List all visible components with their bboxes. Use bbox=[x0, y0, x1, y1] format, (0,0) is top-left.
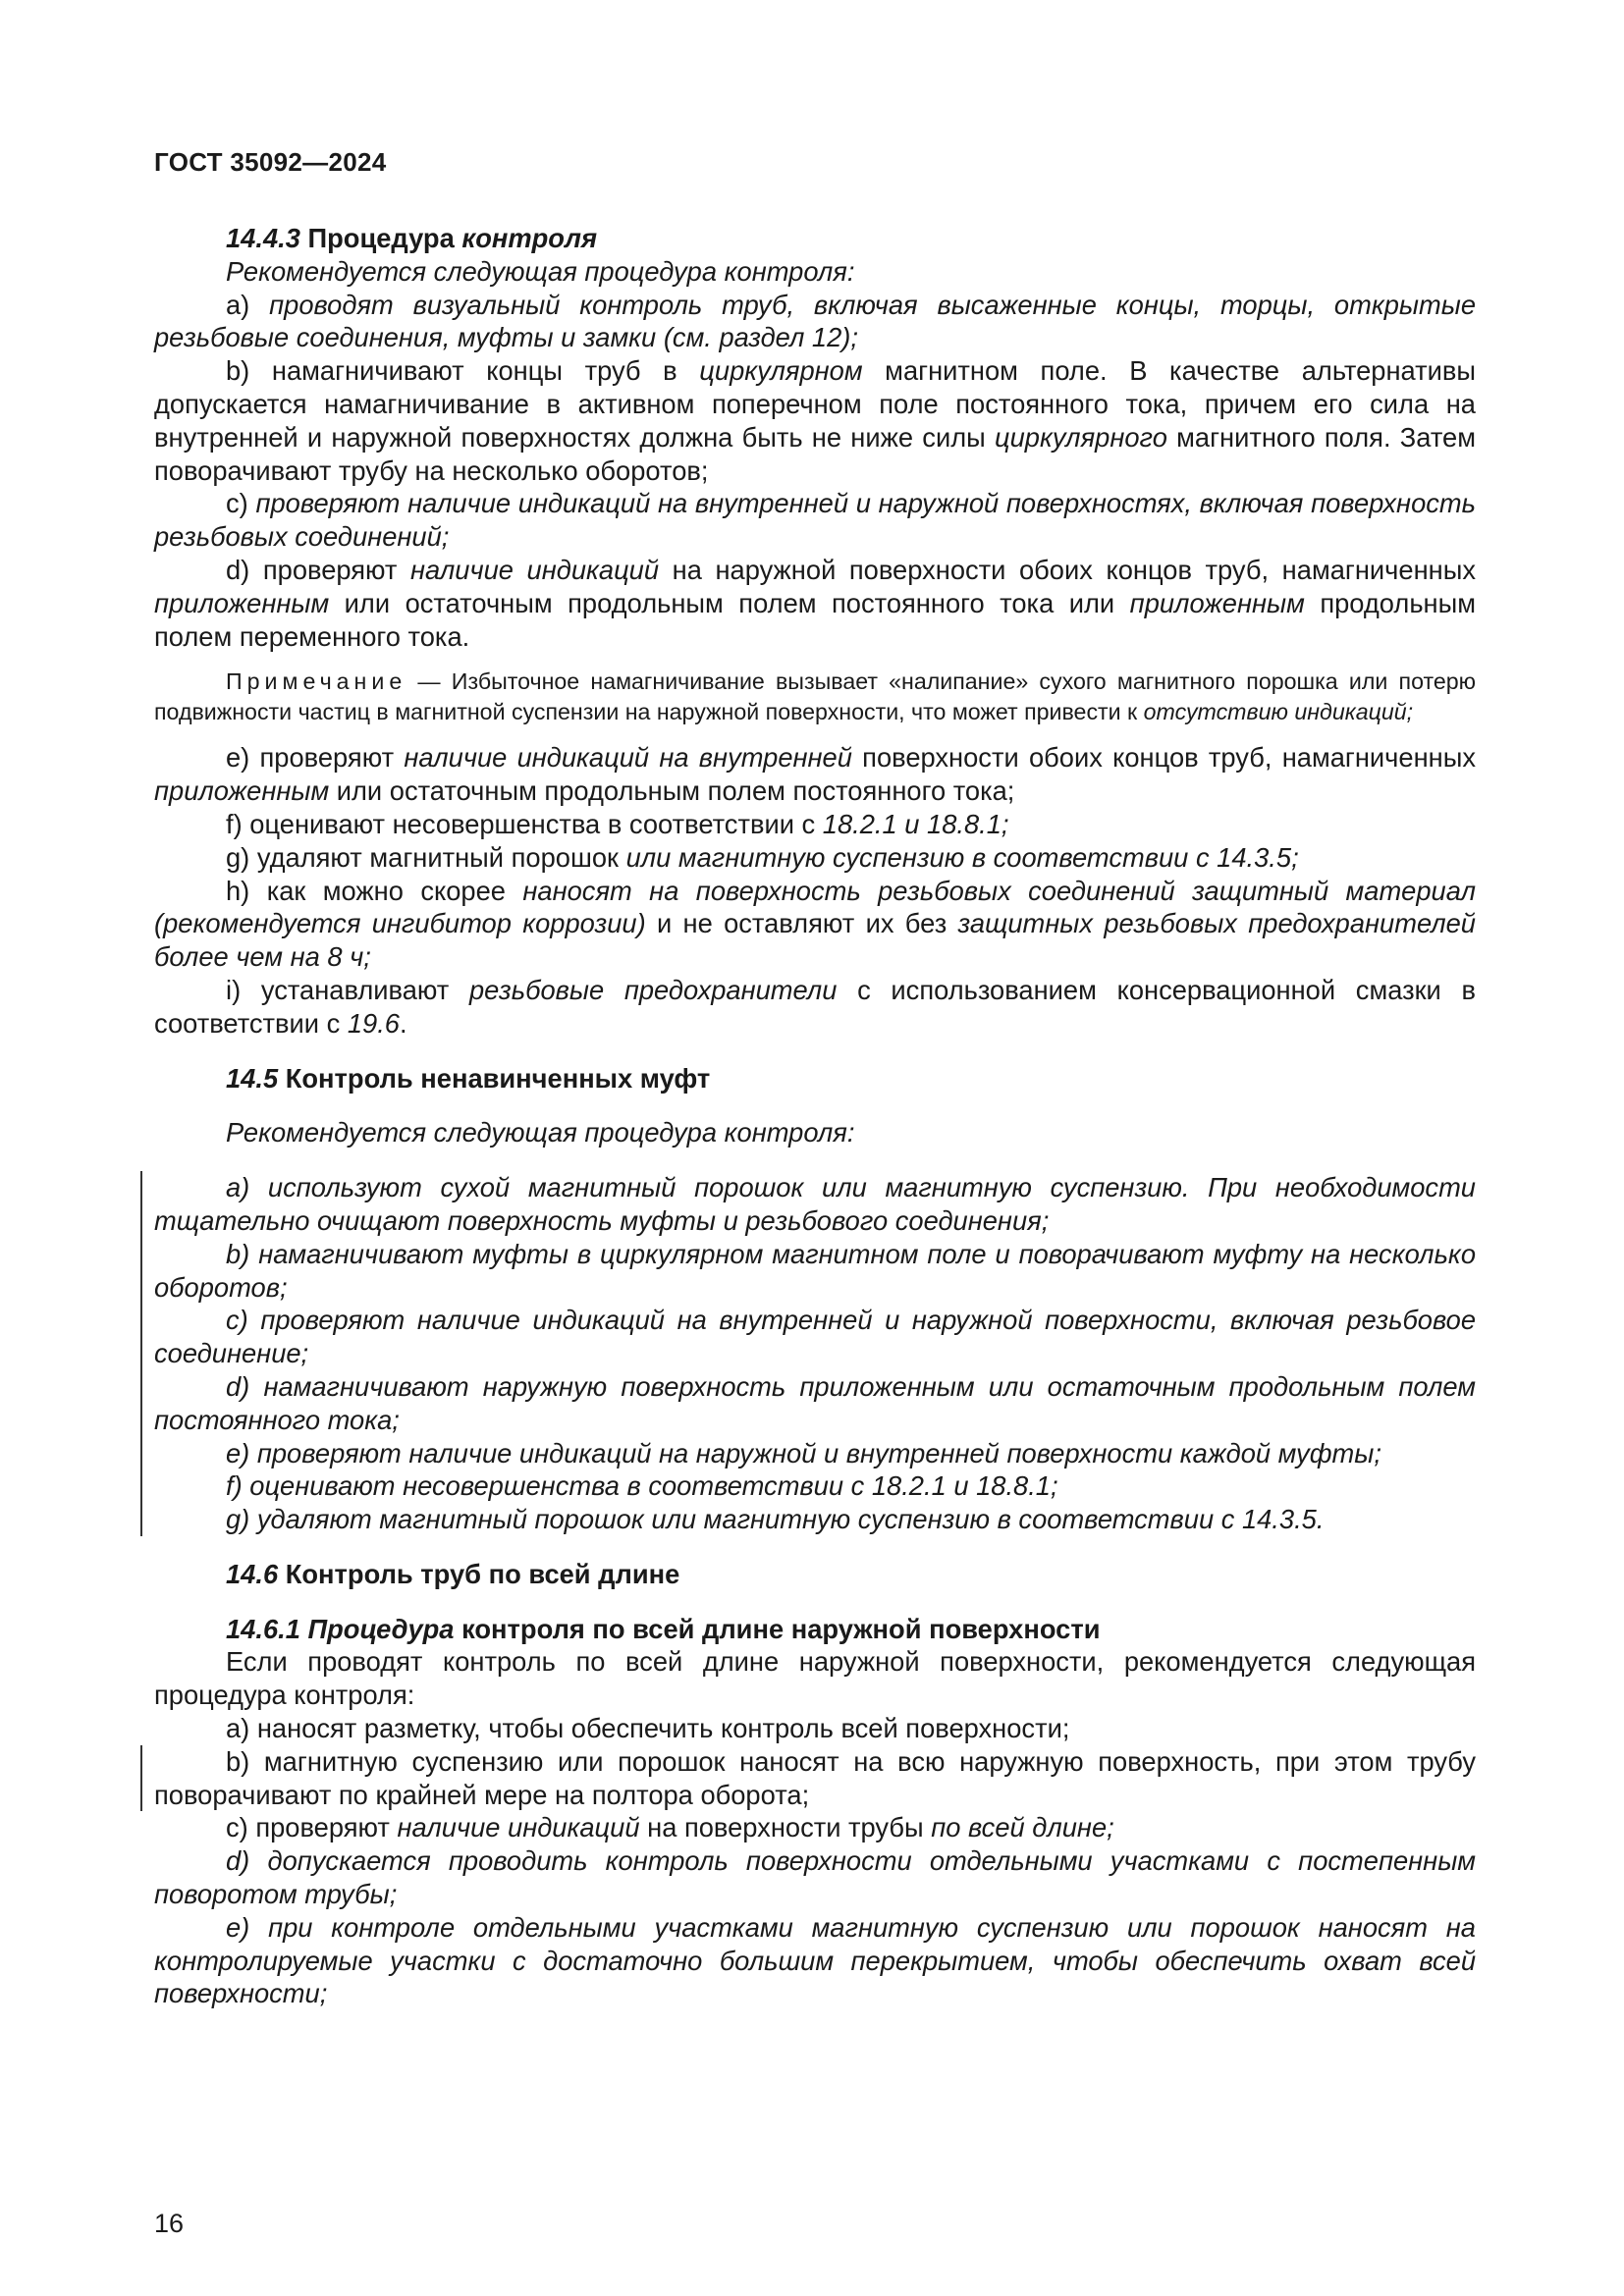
list-item-a: а) проводят визуальный контроль труб, включая высаженные концы, торцы, открытые резьбовые соединения, муфты и замки (см. раздел 12); bbox=[154, 289, 1476, 353]
change-bar-block bbox=[140, 1171, 1476, 1536]
list-item-a: а) наносят разметку, чтобы обеспечить контроль всей поверхности; bbox=[226, 1713, 1070, 1744]
document-header: ГОСТ 35092—2024 bbox=[154, 147, 387, 177]
list-item-c: с) проверяют наличие индикаций на поверхности трубы по всей длине; bbox=[226, 1812, 1114, 1843]
document-body bbox=[154, 222, 1476, 2010]
section-heading-14-6-1: 14.6.1 Процедура контроля по всей длине наружной поверхности bbox=[226, 1613, 1101, 1644]
list-item: b) намагничивают муфты в циркулярном магнитном поле и поворачивают муфту на несколько оборотов; bbox=[154, 1238, 1476, 1303]
note-paragraph: Примечание — Избыточное намагничивание вызывает «налипание» сухого магнитного порошка или потерю подвижности частиц в магнитной суспензии на наружной поверхности, что может привести к отсутствию индикаций; bbox=[154, 668, 1476, 725]
list-item-g: g) удаляют магнитный порошок или магнитную суспензию в соответствии с 14.3.5; bbox=[226, 841, 1299, 873]
list-item-b: b) магнитную суспензию или порошок наносят на всю наружную поверхность, при этом трубу поворачивают по крайней мере на полтора оборота; bbox=[154, 1745, 1476, 1810]
section-heading-14-4-3: 14.4.3 Процедура контроля bbox=[226, 223, 598, 253]
section-heading-14-5: 14.5 Контроль ненавинченных муфт bbox=[226, 1062, 711, 1094]
list-item: а) используют сухой магнитный порошок или магнитную суспензию. При необходимости тщательно очищают поверхность муфты и резьбового соединения; bbox=[154, 1172, 1476, 1236]
change-bar-block bbox=[140, 1745, 1476, 1812]
section-heading-14-6: 14.6 Контроль труб по всей длине bbox=[226, 1558, 680, 1589]
paragraph-intro: Рекомендуется следующая процедура контроля: bbox=[226, 255, 855, 287]
page-number: 16 bbox=[154, 2209, 185, 2238]
list-item: g) удаляют магнитный порошок или магнитную суспензию в соответствии с 14.3.5. bbox=[226, 1504, 1325, 1535]
paragraph-intro-14-5: Рекомендуется следующая процедура контроля: bbox=[226, 1117, 855, 1148]
list-item-f: f) оценивают несовершенства в соответствии с 18.2.1 и 18.8.1; bbox=[226, 808, 1009, 839]
list-item-d: d) допускается проводить контроль поверхности отдельными участками с постепенным поворотом трубы; bbox=[154, 1845, 1476, 1910]
list-item: е) проверяют наличие индикаций на наружной и внутренней поверхности каждой муфты; bbox=[226, 1437, 1381, 1468]
list-item: f) оценивают несовершенства в соответствии с 18.2.1 и 18.8.1; bbox=[226, 1470, 1058, 1502]
list-item-e: е) при контроле отдельными участками магнитную суспензию или порошок наносят на контролируемые участки с достаточно большим перекрытием, чтобы обеспечить охват всей поверхности; bbox=[154, 1911, 1476, 2009]
list-item-c: с) проверяют наличие индикаций на внутренней и наружной поверхностях, включая поверхность резьбовых соединений; bbox=[154, 488, 1476, 553]
list-item-e: е) проверяют наличие индикаций на внутренней поверхности обоих концов труб, намагниченных приложенным или остаточным продольным полем постоянного тока; bbox=[154, 742, 1476, 807]
list-item-b: b) намагничивают концы труб в циркулярном магнитном поле. В качестве альтернативы допускается намагничивание в активном поперечном поле постоянного тока, причем его сила на внутренней и наружной поверхностях должна быть не ниже силы циркулярного магнитного поля. Затем поворачивают трубу на несколько оборотов; bbox=[154, 355, 1476, 486]
list-item: с) проверяют наличие индикаций на внутренней и наружной поверхности, включая резьбовое соединение; bbox=[154, 1305, 1476, 1369]
list-item-i: i) устанавливают резьбовые предохранители с использованием консервационной смазки в соответствии с 19.6. bbox=[154, 974, 1477, 1039]
list-item-d: d) проверяют наличие индикаций на наружной поверхности обоих концов труб, намагниченных приложенным или остаточным продольным полем постоянного тока или приложенным продольным полем переменного тока. bbox=[154, 554, 1476, 652]
list-item-h: h) как можно скорее наносят на поверхность резьбовых соединений защитный материал (рекомендуется ингибитор коррозии) и не оставляют их без защитных резьбовых предохранителей более чем на 8 ч; bbox=[154, 875, 1476, 973]
list-item: d) намагничивают наружную поверхность приложенным или остаточным продольным полем постоянного тока; bbox=[154, 1370, 1476, 1435]
paragraph-intro-14-6-1: Если проводят контроль по всей длине наружной поверхности, рекомендуется следующая процедура контроля: bbox=[154, 1646, 1476, 1711]
